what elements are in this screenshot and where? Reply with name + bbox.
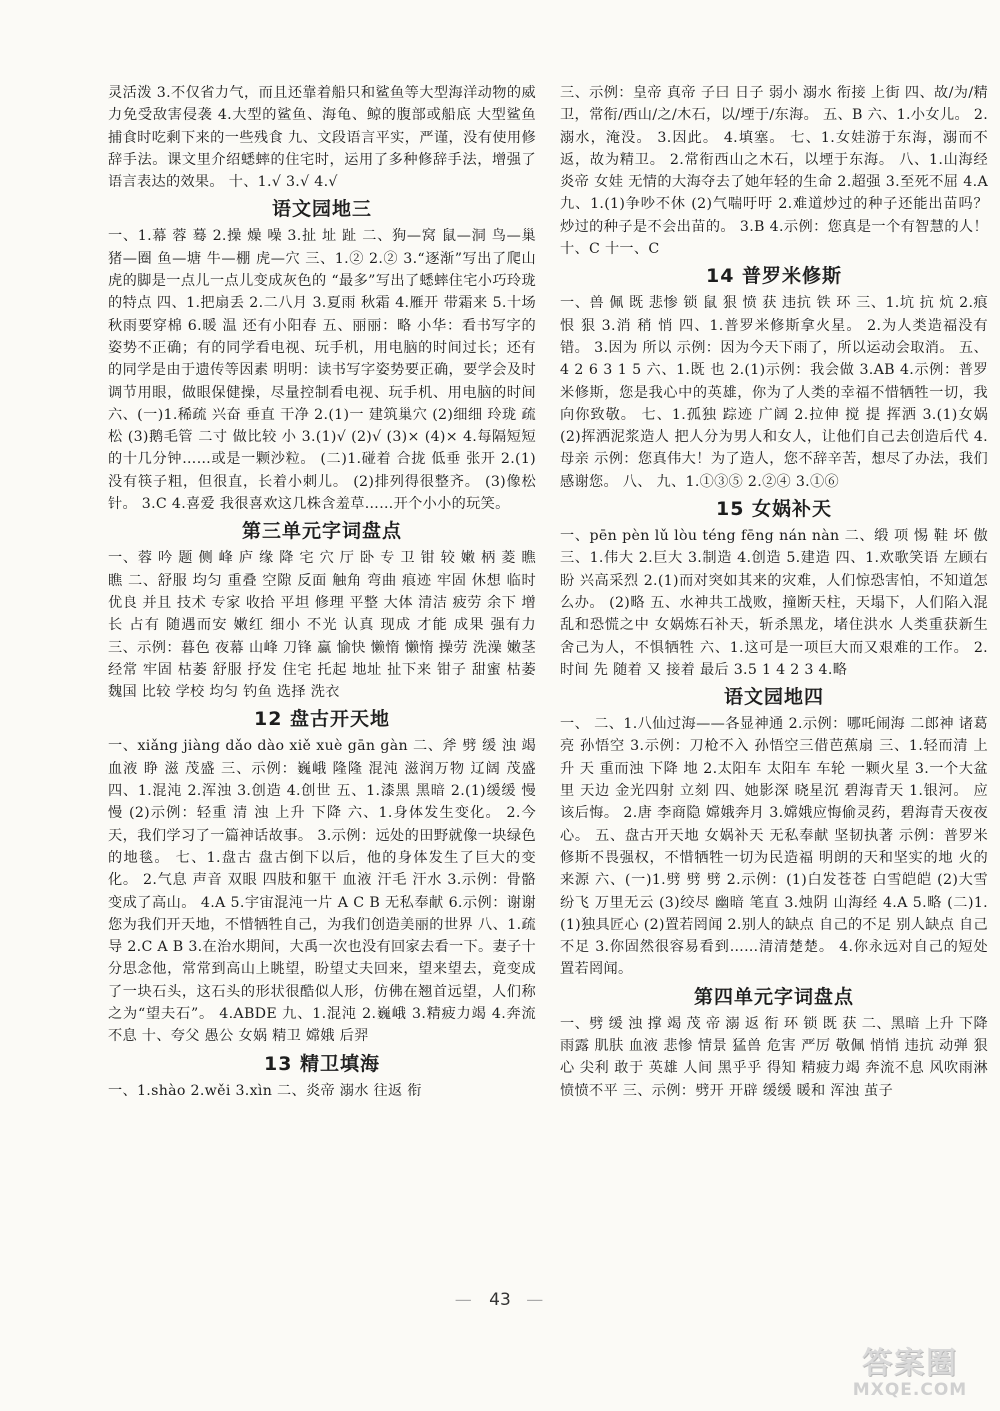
answer-paragraph: 一、1.shào 2.wěi 3.xìn 二、炎帝 溺水 往返 衔 (108, 1082, 422, 1099)
answer-paragraph: 一、兽 佩 既 悲惨 锁 鼠 狠 愤 获 违抗 铁 环 三、1.坑 抗 炕 2.痕 恨 狠 3.消 稍 悄 四、1.普罗米修斯拿火星。 2.为人类造福没有错。 3.因为 所以 示例：因为今天下雨了，所以运动会取消。 五、4 2 6 3 1 5 六、1.既 也 2.(1)示例：我会做 3.AB 4.示例：普罗米修斯，您是我心中的英雄，你为了人类的幸福不惜牺牲一切，我向你致敬。 七、1.孤独 踪迹 广阔 2.拉伸 搅 提 挥洒 3.(1)女娲 (2)挥洒泥浆造人 把人分为男人和女人，让他们自己去创造后代 4.母亲 示例：您真伟大！为了造人，您不辞辛苦，想尽了办法，我们感谢您。 八、 九、1.①③⑤ 2.②④ 3.①⑥ (560, 295, 988, 490)
section-heading: 第四单元字词盘点 (693, 985, 854, 1008)
section-heading: 语文园地三 (271, 198, 372, 221)
answer-paragraph: 一、pēn pèn lǔ lòu téng fēng nán nàn 二、缎 项 惕 鞋 坏 傲 三、1.伟大 2.巨大 3.制造 4.创造 5.建造 四、1.欢歌笑语 左顾右盼 兴高采烈 2.(1)而对突如其来的灾难，人们惊恐害怕，不知道怎么办。 (2)略 五、水神共工战败，撞断天柱，天塌下，人们陷入混乱和恐慌之中 女娲炼石补天，斩杀黑龙，堵住洪水 人类重获新生 舍己为人，不惧牺牲 六、1.这可是一项巨大而又艰难的工作。 2.时间 先 随着 又 接着 最后 3.5 1 4 2 3 4.略 (560, 528, 988, 678)
answer-paragraph: 一、1.幕 蓉 蓦 2.操 燥 噪 3.扯 址 趾 二、狗—窝 鼠—洞 鸟—巢 猪—圈 鱼—塘 牛—棚 虎—穴 三、1.② 2.② 3.“逐渐”写出了爬山虎的脚是一点儿一点儿变成灰色的 “最多”写出了蟋蟀住宅小巧玲珑的特点 四、1.把扇丢 2.二八月 3.夏雨 秋霜 4.雁开 带霜来 5.十场秋雨要穿棉 6.暖 温 还有小阳春 五、丽丽：略 小华：看书写字的姿势不正确；有的同学看电视、玩手机，用电脑的时间过长；还有的同学是由于遗传等因素 明明：读书写字姿势要正确，要学会及时调节用眼，做眼保健操，尽量控制看电视、玩手机、用电脑的时间 六、(一)1.稀疏 兴奋 垂直 干净 2.(1)一 建筑巢穴 (2)细细 玲珑 疏松 (3)鹅毛管 二寸 做比较 小 3.(1)√ (2)√ (3)× (4)× 4.每隔短短的十几分钟……或是一颗沙粒。 (二)1.碰着 合拢 低垂 张开 2.(1)没有筷子粗，但很直，长着小刺儿。 (2)排列得很整齐。 (3)像松针。 3.C 4.喜爱 我很喜欢这几株含羞草……开个小小的玩笑。 (108, 228, 536, 513)
footer-dash-left: — (454, 1290, 474, 1310)
section-heading: 第三单元字词盘点 (241, 520, 402, 543)
section-heading: 15 女娲补天 (715, 498, 833, 521)
section-heading: 14 普罗米修斯 (705, 265, 843, 288)
watermark-logo-text: 答案圈 (862, 1346, 958, 1381)
section-heading: 13 精卫填海 (263, 1052, 381, 1075)
page-number-footer (0, 1290, 1000, 1310)
answer-paragraph: 三、示例：皇帝 真帝 子曰 日子 弱小 溺水 衔接 上街 四、故/为/精卫，常衔/西山/之/木石，以/堙于/东海。 五、B 六、1.小女儿。 2.溺水，淹没。 3.因此。 4.填塞。 七、1.女娃游于东海，溺而不返，故为精卫。 2.常衔西山之木石，以堙于东海。 八、1.山海经 炎帝 女娃 无情的大海夺去了她年轻的生命 2.超强 3.至死不屈 4.A 九、1.(1)争吵不休 (2)气喘吁吁 2.难道炒过的种子还能出苗吗？ 炒过的种子是不会出苗的。 3.B 4.示例：您真是一个有智慧的人！ 十、C 十一、C (560, 85, 988, 258)
answer-paragraph: 一、蓉 吟 题 侧 峰 庐 缘 降 宅 穴 厅 卧 专 卫 钳 较 嫩 柄 菱 瞧 瞧 二、舒服 均匀 重叠 空隙 反面 触角 弯曲 痕迹 牢固 休想 临时 优良 并且 技术 专家 收拾 平坦 修理 平整 大体 清洁 疲劳 余下 增长 占有 随遇而安 嫩红 细小 不光 认真 现成 才能 成果 强有力 三、示例：暮色 夜幕 山峰 刀锋 蠃 愉快 懒惰 懒惰 操劳 洗澡 嫩茎 经常 牢固 枯萎 舒服 抒发 住宅 托起 地址 扯下来 钳子 甜蜜 枯萎 魏国 比较 学校 均匀 钓鱼 选择 洗衣 (108, 550, 536, 701)
answer-paragraph: 灵活泼 3.不仅省力气，而且还靠着船只和鲨鱼等大型海洋动物的威力免受敌害侵袭 4.大型的鲨鱼、海龟、鲸的腹部或船底 大型鲨鱼捕食时吃剩下来的一些残食 九、文段语言平实，严谨，没有使用修辞手法。课文里介绍蟋蟀的住宅时，运用了多种修辞手法，增强了语言表达的效果。 十、1.√ 3.√ 4.√ (108, 85, 536, 191)
right-column (560, 82, 988, 1102)
answer-paragraph: 一、 二、1.八仙过海——各显神通 2.示例：哪吒闹海 二郎神 诸葛亮 孙悟空 3.示例：刀枪不入 孙悟空三借芭蕉扇 三、1.轻而清 上升 天 重而浊 下降 地 2.太阳车 太阳车 车轮 一颗火星 3.一个大盆里 天边 金光四射 立刻 四、她影深 晓星沉 碧海青天 1.银河。 应该后悔。 2.唐 李商隐 嫦娥奔月 3.嫦娥应悔偷灵药，碧海青天夜夜心。 五、盘古开天地 女娲补天 无私奉献 坚韧执著 示例：普罗米修斯不畏强权，不惜牺牲一切为民造福 明朗的天和坚实的地 火的来源 六、(一)1.劈 劈 劈 2.示例：(1)白发苍苍 白雪皑皑 (2)大雪纷飞 万里无云 (3)绞尽 幽暗 笔直 3.烛阴 山海经 4.A 5.略 (二)1.(1)独具匠心 (2)置若罔闻 2.别人的缺点 自己的不足 别人缺点 自己不足 3.你固然很容易看到……清清楚楚。 4.你永远对自己的短处置若罔闻。 (560, 716, 988, 978)
section-heading: 12 盘古开天地 (253, 708, 391, 731)
left-column (108, 82, 536, 1102)
section-heading: 语文园地四 (723, 686, 824, 709)
watermark-url: MXQE.COM (852, 1380, 968, 1400)
footer-dash-right: — (526, 1290, 546, 1310)
site-watermark (826, 1338, 994, 1406)
answer-paragraph: 一、劈 缓 浊 撑 竭 茂 帝 溺 返 衔 环 锁 既 获 二、黑暗 上升 下降 雨露 肌肤 血液 悲惨 情景 猛兽 危害 严厉 敬佩 悄悄 违抗 动弹 狠心 尖利 敢于 英雄 人间 黑乎乎 得知 精疲力竭 奔流不息 风吹雨淋 愤愤不平 三、示例：劈开 开辟 缓缓 暖和 浑浊 茧子 (560, 1015, 988, 1099)
page-number: 43 (489, 1290, 511, 1310)
answer-paragraph: 一、xiǎng jiàng dǎo dào xiě xuè gān gàn 二、斧 劈 缓 浊 竭 血液 睁 滋 茂盛 三、示例：巍峨 隆隆 混沌 滋润万物 辽阔 茂盛 四、1.混沌 2.浑浊 3.创造 4.创世 五、1.漆黑 黑暗 2.(1)缓缓 慢慢 (2)示例：轻重 清 浊 上升 下降 六、1.身体发生变化。 2.今天，我们学习了一篇神话故事。 3.示例：远处的田野就像一块绿色的地毯。 七、1.盘古 盘古倒下以后，他的身体发生了巨大的变化。 2.气息 声音 双眼 四肢和躯干 血液 汗毛 汗水 3.示例：骨骼变成了高山。 4.A 5.宇宙混沌一片 A C B 无私奉献 6.示例：谢谢您为我们开天地，不惜牺牲自己，为我们创造美丽的世界 八、1.疏导 2.C A B 3.在治水期间，大禹一次也没有回家去看一下。妻子十分思念他，常常到高山上眺望，盼望丈夫回来，望来望去，竟变成了一块石头，这石头的形状很酷似人形，仿佛在翘首远望，人们称之为“望夫石”。 4.ABDE 九、1.混沌 2.巍峨 3.精疲力竭 4.奔流不息 十、夸父 愚公 女娲 精卫 嫦娥 后羿 (108, 738, 536, 1045)
